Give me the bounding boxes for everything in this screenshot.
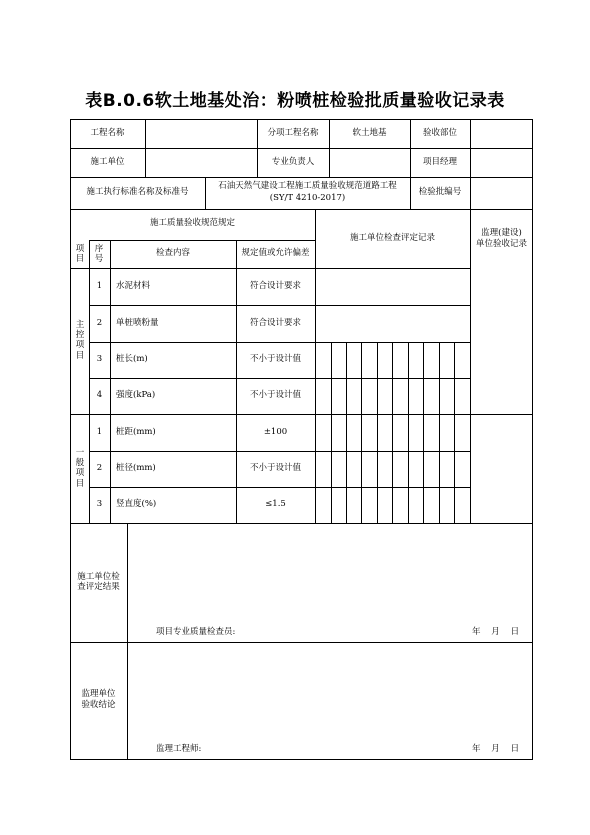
construction-result-label-line2: 查评定结果	[77, 582, 120, 592]
inspection-date: 年 月 日	[472, 627, 520, 637]
requirement-header: 规定值或允许偏差	[241, 248, 310, 258]
main-row-1-requirement: 符合设计要求	[249, 281, 301, 291]
main-items-label: 主控项目	[75, 320, 85, 361]
project-manager-label: 项目经理	[422, 157, 457, 167]
construction-result-label-line1: 施工单位检	[77, 572, 120, 582]
check-cell-divider	[331, 342, 332, 523]
item-header: 项目	[75, 244, 85, 265]
check-cell-divider	[439, 342, 440, 523]
general-row-1-seq: 1	[96, 427, 103, 437]
professional-lead-label: 专业负责人	[271, 157, 315, 167]
main-row-2-content: 单桩喷粉量	[116, 318, 159, 328]
main-row-4-content: 强度(kPa)	[116, 390, 156, 400]
supervision-result-label-line2: 验收结论	[81, 700, 116, 710]
main-row-4-requirement: 不小于设计值	[249, 390, 301, 400]
content-header: 检查内容	[155, 248, 190, 258]
general-row-2-requirement: 不小于设计值	[249, 463, 301, 473]
general-row-3-requirement: ≤1.5	[265, 499, 286, 509]
check-cell-divider	[454, 342, 455, 523]
supervision-header-line1: 监理(建设)	[481, 228, 522, 238]
main-row-1-content: 水泥材料	[116, 281, 151, 291]
general-items-label: 一般项目	[75, 448, 85, 489]
standard-value-line2: (SY/T 4210-2017)	[269, 193, 346, 203]
inspector-label: 项目专业质量检查员:	[156, 627, 236, 637]
construction-unit-label: 施工单位	[90, 157, 125, 167]
spec-group-header: 施工质量验收规范规定	[149, 218, 235, 228]
engineer-label: 监理工程师:	[156, 744, 202, 754]
sub-project-label: 分项工程名称	[267, 128, 319, 138]
check-cell-divider	[392, 342, 393, 523]
main-row-4-seq: 4	[96, 390, 103, 400]
sub-project-value: 软土地基	[352, 128, 387, 138]
check-cell-divider	[377, 342, 378, 523]
general-row-1-requirement: ±100	[263, 427, 288, 437]
batch-no-label: 检验批编号	[418, 187, 462, 197]
acceptance-part-label: 验收部位	[422, 128, 457, 138]
main-row-3-content: 桩长(m)	[116, 354, 148, 364]
standard-label: 施工执行标准名称及标准号	[86, 187, 189, 197]
main-row-1-seq: 1	[96, 281, 103, 291]
check-record-header: 施工单位检查评定记录	[349, 233, 435, 243]
check-cell-divider	[346, 342, 347, 523]
supervision-header-line2: 单位验收记录	[475, 239, 527, 249]
check-cell-divider	[423, 342, 424, 523]
main-row-3-seq: 3	[96, 354, 103, 364]
check-cell-divider	[361, 342, 362, 523]
main-row-3-requirement: 不小于设计值	[249, 354, 301, 364]
general-row-1-content: 桩距(mm)	[116, 427, 156, 437]
check-cell-divider	[408, 342, 409, 523]
standard-value-line1: 石油天然气建设工程施工质量验收规范道路工程	[218, 181, 397, 191]
general-row-3-seq: 3	[96, 499, 103, 509]
form-title: 表B.0.6软土地基处治：粉喷桩检验批质量验收记录表	[85, 91, 505, 111]
main-row-2-seq: 2	[96, 318, 103, 328]
seq-header: 序号	[94, 244, 104, 265]
general-row-2-content: 桩径(mm)	[116, 463, 156, 473]
general-row-2-seq: 2	[96, 463, 103, 473]
project-name-label: 工程名称	[90, 128, 125, 138]
supervision-result-label-line1: 监理单位	[81, 689, 116, 699]
general-row-3-content: 竖直度(%)	[116, 499, 157, 509]
supervision-date: 年 月 日	[472, 744, 520, 754]
main-row-2-requirement: 符合设计要求	[249, 318, 301, 328]
